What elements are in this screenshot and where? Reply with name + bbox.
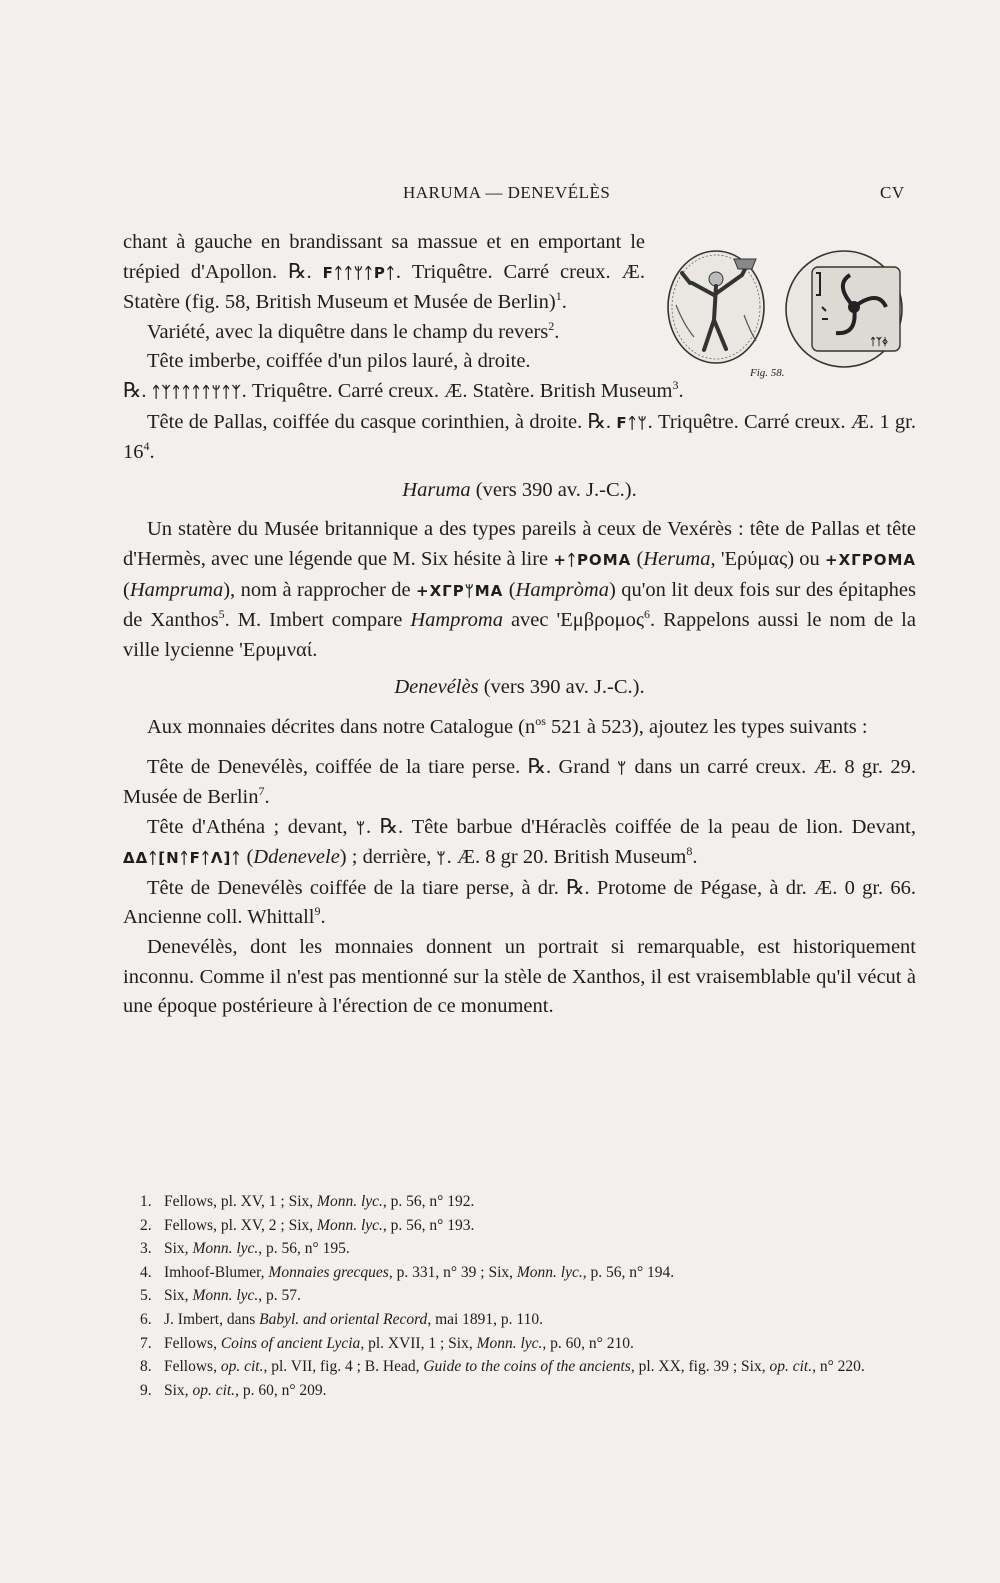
footnote-number: 2. [140, 1216, 152, 1234]
text-run: . [264, 786, 270, 809]
text-run: ( [503, 578, 516, 601]
italic-run: op. cit. [192, 1381, 236, 1399]
lycian-legend: FᛏᛏᛘᛏPᛏ [322, 263, 396, 282]
text-run: Denevélès, dont les monnaies donnent un portrait si remarquable, est historiquement inconnu. Comme il n'est pas mentionné sur la stèle de Xanthos, il est vraisemblable qu'il vécut à une époque postérieure à l'érection de ce monument. [123, 936, 916, 1018]
text-run: Aux monnaies décrites dans notre Catalogue (n [147, 715, 536, 738]
paragraph [123, 753, 916, 813]
header-title: HARUMA — DENEVÉLÈS [403, 183, 611, 202]
greek-run: 'Ερύμας [720, 547, 788, 570]
paragraph [123, 933, 916, 1022]
italic-run: Monn. lyc. [192, 1287, 259, 1305]
lycian-legend: Fᛏᛘ [616, 413, 648, 432]
heading-date: (vers 390 av. J.-C.). [470, 478, 637, 501]
italic-run: Monn. lyc. [476, 1334, 543, 1352]
text-run: , n° 220. [812, 1358, 865, 1376]
text-run: ) ou [787, 547, 826, 570]
text-run: . [320, 906, 326, 929]
lycian-symbol: ᛘ [617, 758, 628, 777]
text-run: . [149, 441, 155, 464]
text-run: ( [123, 578, 130, 601]
text-run: ( [241, 846, 254, 869]
paragraph [123, 377, 916, 408]
text-run: . Æ. 8 gr 20. British Museum [446, 846, 687, 869]
footnote [140, 1308, 916, 1332]
text-run: Un statère du Musée britannique a des types pareils à ceux de Vexérès : tête de Pallas et tête d'Hermès, avec une légende que M. Six hésite à lire [123, 518, 916, 570]
paragraph [123, 515, 916, 665]
italic-run: Coins of ancient Lycia [220, 1334, 361, 1352]
footnote-number: 7. [140, 1334, 152, 1352]
italic-run: Guide to the coins of the ancients [423, 1358, 631, 1376]
text-run: 521 à 523), ajoutez les types suivants : [545, 715, 868, 738]
page-number: CV [880, 183, 905, 202]
footnote [140, 1237, 916, 1261]
section-heading-deneveles [123, 673, 916, 703]
text-run: , mai 1891, p. 110. [427, 1310, 543, 1328]
footnote-number: 6. [140, 1310, 152, 1328]
text-run: Tête imberbe, coiffée d'un pilos lauré, à droite. [147, 350, 531, 373]
text-run: , pl. XX, fig. 39 ; Six, [630, 1358, 770, 1376]
italic-run: Hamproma [410, 609, 503, 632]
text-run: dans un carré creux. Æ. 8 gr. 29. Musée de Berlin [123, 755, 916, 809]
footnote [140, 1355, 916, 1379]
main-text [123, 228, 916, 1022]
text-run: Tête de Denevélès, coiffée de la tiare perse. ℞. Grand [147, 755, 618, 778]
text-run: . M. Imbert compare [224, 609, 411, 632]
footnote-number: 4. [140, 1263, 152, 1281]
lycian-symbol: ᛘ [356, 818, 367, 837]
italic-run: Monn. lyc. [192, 1240, 259, 1258]
heading-date: (vers 390 av. J.-C.). [478, 676, 645, 699]
footnote-ref[interactable]: 4 [143, 439, 150, 454]
paragraph [123, 228, 645, 318]
text-run: ( [631, 547, 644, 570]
footnote-ref[interactable]: 8 [686, 844, 693, 859]
text-run: ℞. [123, 379, 152, 402]
text-run: J. Imbert, dans [164, 1310, 260, 1328]
italic-run: op. cit. [769, 1358, 813, 1376]
text-run: , p. 60, n° 209. [235, 1381, 327, 1399]
text-run: , [710, 547, 721, 570]
text-run: ), nom à rapprocher de [223, 578, 417, 601]
paragraph [123, 347, 645, 377]
text-run: Six, [164, 1287, 193, 1305]
footnote [140, 1379, 916, 1403]
text-run: . [561, 291, 567, 314]
text-run: ) ; derrière, [339, 846, 437, 869]
text-run: . Rappelons aussi le nom de la ville lycienne [123, 609, 916, 661]
text-run: . [312, 638, 318, 661]
footnote-ref[interactable]: 6 [643, 607, 650, 622]
footnote-ref[interactable]: 1 [555, 289, 562, 304]
coin-reverse-legend: ᛏᛉᛄ [870, 337, 888, 348]
text-run: , p. 57. [258, 1287, 301, 1305]
text-run: Six, [164, 1381, 193, 1399]
text-run: , p. 56, n° 193. [382, 1216, 475, 1234]
heading-name: Haruma [402, 478, 471, 501]
text-run: . ℞. Tête barbue d'Héraclès coiffée de la peau de lion. Devant, [366, 815, 917, 838]
lycian-symbol: ᛘ [436, 849, 447, 868]
text-run: . [692, 846, 698, 869]
section-heading-haruma [123, 476, 916, 506]
text-run: , pl. XVII, 1 ; Six, [360, 1334, 477, 1352]
text-run: , p. 56, n° 192. [382, 1193, 475, 1210]
footnote-number: 9. [140, 1381, 152, 1399]
greek-run: 'Εμβρομος [556, 609, 644, 632]
superscript: os [535, 714, 546, 729]
paragraph [123, 713, 916, 743]
footnote [140, 1332, 916, 1356]
lycian-legend: +XΓPᛘMA [416, 581, 504, 600]
paragraph [123, 408, 916, 468]
text-run: Six, [164, 1240, 193, 1258]
footnote-number: 5. [140, 1287, 152, 1305]
text-run: . Triquêtre. Carré creux. Æ. Statère. British Museum [241, 379, 673, 402]
text-run: ) qu'on lit deux fois sur des épitaphes de Xanthos [123, 578, 917, 632]
figure-caption: Fig. 58. [750, 367, 785, 379]
text-run: Tête d'Athéna ; devant, [147, 815, 357, 838]
text-run: . [554, 320, 560, 343]
heading-name: Denevélès [394, 676, 479, 699]
greek-run: 'Ερυμναί [239, 638, 313, 661]
footnote-number: 8. [140, 1358, 152, 1376]
footnote-number: 1. [140, 1193, 152, 1210]
footnote [140, 1214, 916, 1238]
italic-run: Babyl. and oriental Record [259, 1310, 428, 1328]
text-run: . Triquêtre. Carré creux. Æ. 1 gr. 16 [123, 410, 916, 464]
footnote [140, 1190, 916, 1214]
paragraph [123, 318, 645, 348]
text-run: . [678, 379, 684, 402]
footnote [140, 1261, 916, 1285]
text-run: Variété, avec la diquêtre dans le champ du revers [147, 320, 549, 343]
footnote-ref[interactable]: 7 [258, 784, 265, 799]
footnotes [140, 1190, 916, 1402]
text-run: Tête de Pallas, coiffée du casque corinthien, à droite. ℞. [147, 410, 617, 433]
lycian-legend: +XΓPOMA [825, 550, 917, 569]
text-run: Fellows, [164, 1358, 221, 1376]
text-run: Fellows, pl. XV, 2 ; Six, [164, 1216, 318, 1234]
footnote-number: 3. [140, 1240, 152, 1258]
footnote-ref[interactable]: 9 [314, 904, 321, 919]
italic-run: Ddenevele [253, 846, 340, 869]
footnote [140, 1284, 916, 1308]
lycian-legend: +ᛏPOMA [553, 550, 632, 569]
text-run: avec [502, 609, 557, 632]
italic-run: Monn. lyc. [516, 1263, 583, 1281]
text-run: Tête de Denevélès coiffée de la tiare perse, à dr. ℞. Protome de Pégase, à dr. Æ. 0 gr. 66. Ancienne coll. Whittall [123, 876, 916, 929]
italic-run: Monn. lyc. [317, 1216, 383, 1234]
footnote-ref[interactable]: 5 [218, 607, 225, 622]
text-run: chant à gauche en brandissant sa massue et en emportant le trépied d'Apollon. ℞. [123, 231, 645, 283]
text-run: Imhoof-Blumer, [164, 1263, 269, 1281]
footnote-ref[interactable]: 2 [548, 318, 555, 333]
text-run: , p. 56, n° 194. [582, 1263, 675, 1281]
italic-run: Hampròma [515, 578, 609, 601]
lycian-legend: ᛏᛉᛏᛏᛏᛏᛘᛏᛉ [151, 382, 242, 401]
paragraph [123, 874, 916, 933]
italic-run: Heruma [643, 547, 711, 570]
italic-run: op. cit. [220, 1358, 264, 1376]
lycian-legend: ΔΔᛏ[NᛏFᛏΛ]ᛏ [123, 849, 242, 868]
paragraph [123, 813, 916, 874]
text-run: Fellows, pl. XV, 1 ; Six, [164, 1193, 318, 1210]
text-run: , p. 331, n° 39 ; Six, [388, 1263, 517, 1281]
italic-run: Monn. lyc. [317, 1193, 383, 1210]
running-header [0, 183, 1000, 209]
text-run: , p. 60, n° 210. [542, 1334, 634, 1352]
italic-run: Hampruma [129, 578, 224, 601]
text-run: . Triquêtre. Carré creux. Æ. Statère (fig. 58, British Museum et Musée de Berlin) [123, 260, 645, 314]
text-run: , pl. VII, fig. 4 ; B. Head, [263, 1358, 424, 1376]
italic-run: Monnaies grecques [268, 1263, 389, 1281]
footnote-ref[interactable]: 3 [672, 378, 679, 393]
text-run: , p. 56, n° 195. [258, 1240, 350, 1258]
text-run: Fellows, [164, 1334, 221, 1352]
